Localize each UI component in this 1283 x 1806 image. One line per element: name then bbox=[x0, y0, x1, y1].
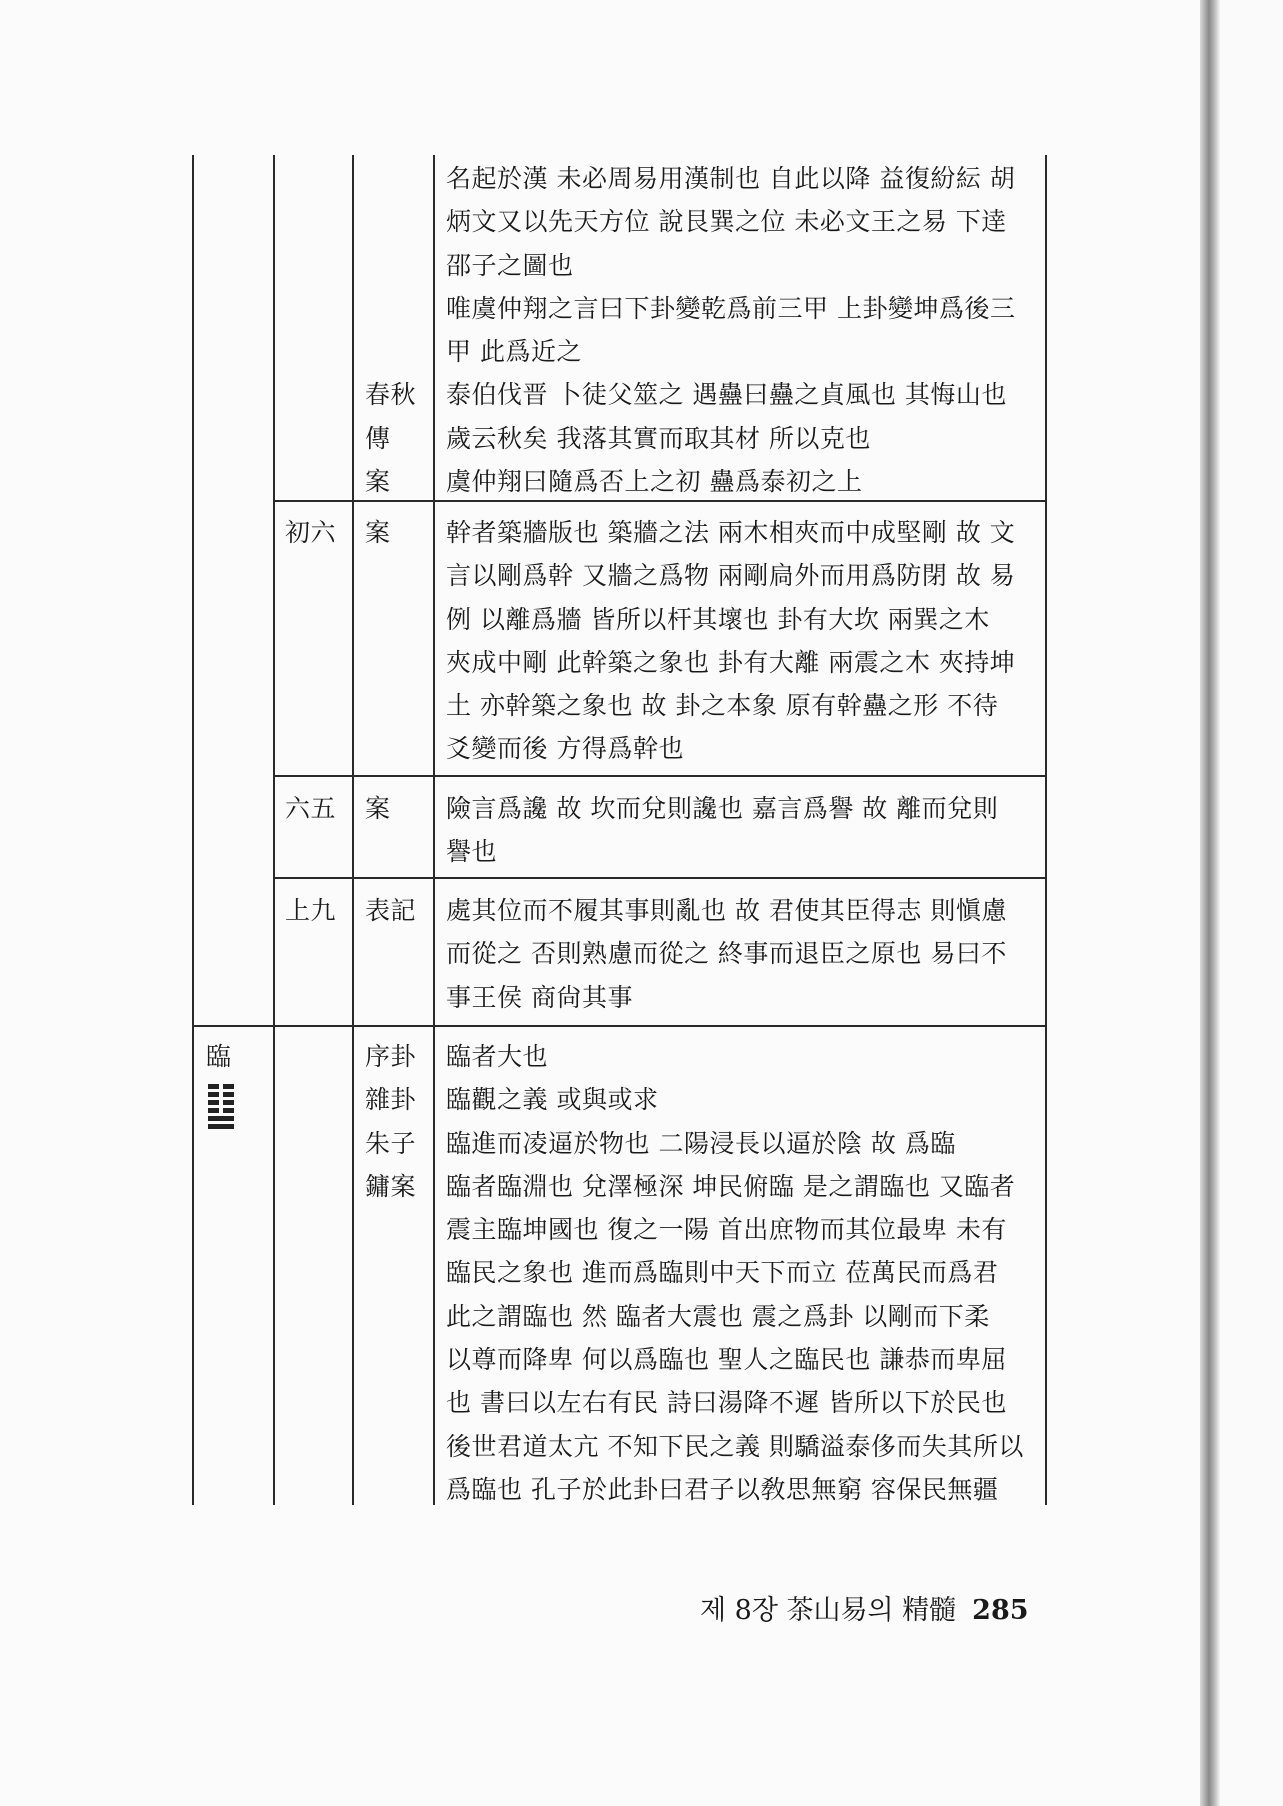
text-line: 歲云秋矣 我落其實而取其材 所以克也 bbox=[446, 423, 871, 453]
row-4-labels bbox=[365, 1035, 416, 1208]
row-label bbox=[365, 157, 416, 200]
row-label: 案 bbox=[365, 467, 391, 497]
text-line: 言以剛爲幹 又牆之爲物 兩剛扃外而用爲防閉 故 易 bbox=[446, 561, 1016, 591]
text-line: 泰伯伐晋 卜徒父筮之 遇蠱曰蠱之貞風也 其悔山也 bbox=[446, 380, 1007, 410]
text-line: 名起於漢 未必周易用漢制也 自此以降 益復紛紜 胡 bbox=[446, 164, 1016, 193]
text-line: 而從之 否則熟慮而從之 終事而退臣之原也 易曰不 bbox=[446, 939, 1007, 969]
row-label: 傳 bbox=[365, 423, 391, 453]
row-1-text bbox=[446, 511, 1015, 771]
row-3-text bbox=[446, 889, 1007, 1019]
text-line: 以尊而降卑 何以爲臨也 聖人之臨民也 謙恭而卑屈 bbox=[446, 1345, 1007, 1375]
table-border-right bbox=[1045, 155, 1047, 1505]
commentary-table bbox=[192, 155, 1047, 1505]
row-label bbox=[365, 200, 416, 243]
table-border-left bbox=[192, 155, 194, 1505]
text-line: 此之謂臨也 然 臨者大震也 震之爲卦 以剛而下柔 bbox=[446, 1301, 990, 1331]
text-line: 夾成中剛 此幹築之象也 卦有大離 兩震之木 夾持坤 bbox=[446, 647, 1016, 677]
text-line: 例 以離爲牆 皆所以杆其壞也 卦有大坎 兩巽之木 bbox=[446, 604, 990, 634]
row-label bbox=[365, 244, 416, 287]
text-line: 爲臨也 孔子於此卦曰君子以敎思無窮 容保民無疆 bbox=[446, 1474, 999, 1504]
line-position-label: 六五 bbox=[285, 794, 337, 823]
text-line: 震主臨坤國也 復之一陽 首出庶物而其位最卑 未有 bbox=[446, 1215, 1007, 1245]
text-line: 臨者大也 bbox=[446, 1042, 549, 1071]
text-line: 險言爲讒 故 坎而兌則讒也 嘉言爲譽 故 離而兌則 bbox=[446, 794, 999, 823]
text-line: 臨觀之義 或與或求 bbox=[446, 1085, 659, 1115]
row-label: 雜卦 bbox=[365, 1085, 417, 1115]
text-line: 臨民之象也 進而爲臨則中天下而立 莅萬民而爲君 bbox=[446, 1258, 999, 1288]
page-number: 285 bbox=[972, 1595, 1029, 1626]
row-divider-2 bbox=[273, 775, 1047, 777]
row-2-labels bbox=[365, 787, 391, 830]
column-divider-1 bbox=[273, 155, 275, 1505]
row-label bbox=[365, 287, 416, 330]
text-line: 虞仲翔曰隨爲否上之初 蠱爲泰初之上 bbox=[446, 467, 863, 497]
text-line: 邵子之圖也 bbox=[446, 250, 574, 280]
row-3-labels bbox=[365, 889, 416, 932]
chapter-title: 제 8장 茶山易의 精髓 bbox=[700, 1595, 957, 1626]
line-position-label: 上九 bbox=[285, 896, 337, 925]
text-line: 土 亦幹築之象也 故 卦之本象 原有幹蠱之形 不待 bbox=[446, 691, 999, 721]
row-2-text bbox=[446, 787, 998, 874]
row-label: 鏞案 bbox=[365, 1171, 417, 1201]
row-label: 表記 bbox=[365, 896, 417, 925]
page-margin bbox=[1220, 0, 1283, 1806]
row-label bbox=[365, 330, 416, 373]
row-0-text bbox=[446, 157, 1015, 503]
text-line: 臨者臨淵也 兌澤極深 坤民俯臨 是之謂臨也 又臨者 bbox=[446, 1171, 1016, 1201]
text-line: 唯虞仲翔之言曰下卦變乾爲前三甲 上卦變坤爲後三 bbox=[446, 293, 1016, 323]
column-divider-2 bbox=[352, 155, 354, 1505]
text-line: 甲 此爲近之 bbox=[446, 337, 582, 367]
text-line: 事王侯 商尙其事 bbox=[446, 982, 633, 1012]
row-divider-3 bbox=[273, 877, 1047, 879]
text-line: 處其位而不履其事則亂也 故 君使其臣得志 則愼慮 bbox=[446, 896, 1007, 925]
text-line: 炳文又以先天方位 說艮巽之位 未必文王之易 下逹 bbox=[446, 207, 1007, 237]
row-divider-4 bbox=[192, 1025, 1047, 1027]
row-label: 案 bbox=[365, 794, 391, 823]
row-4-text bbox=[446, 1035, 1024, 1511]
text-line: 爻變而後 方得爲幹也 bbox=[446, 734, 684, 764]
text-line: 臨進而凌逼於物也 二陽浸長以逼於陰 故 爲臨 bbox=[446, 1128, 956, 1158]
row-label: 朱子 bbox=[365, 1128, 417, 1158]
row-label: 案 bbox=[365, 518, 391, 547]
hexagram-lin-icon bbox=[208, 1084, 234, 1129]
text-line: 也 書曰以左右有民 詩曰湯降不遲 皆所以下於民也 bbox=[446, 1388, 1007, 1418]
row-1-labels bbox=[365, 511, 391, 554]
line-position-label: 初六 bbox=[285, 518, 337, 547]
page-footer bbox=[700, 1588, 1029, 1627]
text-line: 後世君道太亢 不知下民之義 則驕溢泰侈而失其所以 bbox=[446, 1431, 1024, 1461]
hexagram-name: 臨 bbox=[206, 1042, 232, 1071]
hexagram-cell bbox=[206, 1035, 244, 1132]
row-label: 春秋 bbox=[365, 380, 417, 410]
text-line: 譽也 bbox=[446, 837, 498, 867]
row-0-labels bbox=[365, 157, 416, 503]
text-line: 幹者築牆版也 築牆之法 兩木相夾而中成堅剛 故 文 bbox=[446, 518, 1016, 547]
row-label: 序卦 bbox=[365, 1042, 417, 1071]
page-edge-shadow bbox=[1200, 0, 1220, 1806]
column-divider-3 bbox=[433, 155, 435, 1505]
